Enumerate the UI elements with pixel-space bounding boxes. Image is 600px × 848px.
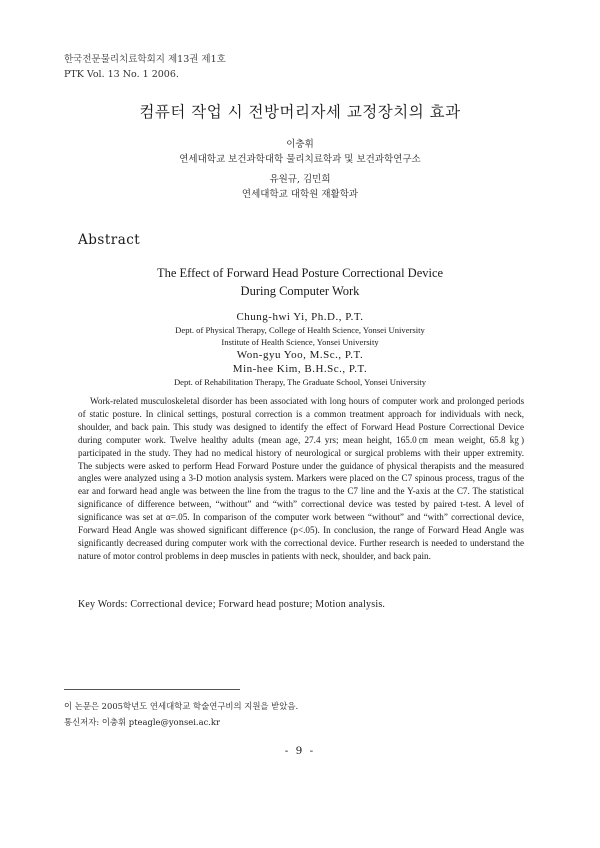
journal-info bbox=[64, 52, 226, 82]
korean-author-block-1 bbox=[0, 137, 600, 167]
abstract-heading: Abstract bbox=[78, 232, 141, 248]
english-authors bbox=[0, 310, 600, 388]
english-title bbox=[0, 264, 600, 300]
english-affiliation-2: Dept. of Rehabilitation Therapy, The Graduate School, Yonsei University bbox=[173, 377, 427, 387]
korean-affiliation-1: 연세대학교 보건과학대학 물리치료학과 및 보건과학연구소 bbox=[179, 154, 421, 165]
key-words: Key Words: Correctional device; Forward head posture; Motion analysis. bbox=[78, 599, 386, 610]
abstract-body: Work-related musculoskeletal disorder has been associated with long hours of computer work and prolonged periods of static posture. In clinical settings, postural correction is a common treatment approach for individuals with neck, shoulder, and back pain. This study was designed to identify the effect of Forward Head Posture Correctional Device during computer work. Twelve healthy adults (mean age, 27.4 yrs; mean height, 165.0㎝ mean weight, 65.8 ㎏) participated in the study. They had no medical history of neurological or surgical problems with their upper extremity. The subjects were asked to perform Head Forward Posture under the guidance of physical therapists and the measured angles were analyzed using a 3-D motion analysis system. Markers were placed on the C7 spinous process, tragus of the ear and forward head angle was between the line from the tragus to the C7 line and the Y-axis at the C7. The statistical significance of difference between, “without” and “with” correctional device was tested by paired t-test. A level of significance was set at α=.05. In comparison of the computer work between “without” and “with” correctional device, Forward Head Angle was showed significant difference (p<.05). In conclusion, the range of Forward Head Angle was significantly decreased during computer work with the correctional device. Further research is needed to understand the nature of motor control problems in deep muscles in patients with neck, shoulder, and back pain. bbox=[78, 396, 524, 561]
korean-title: 컴퓨터 작업 시 전방머리자세 교정장치의 효과 bbox=[139, 103, 461, 121]
english-title-line-2: During Computer Work bbox=[240, 284, 360, 298]
english-author-2: Won-gyu Yoo, M.Sc., P.T. bbox=[236, 349, 364, 361]
journal-name-korean: 한국전문물리치료학회지 제13권 제1호 bbox=[64, 54, 226, 65]
korean-author-2: 유원규, 김민희 bbox=[269, 174, 331, 185]
corresponding-author-note: 통신저자: 이충휘 pteagle@yonsei.ac.kr bbox=[64, 717, 221, 727]
english-author-3: Min-hee Kim, B.H.Sc., P.T. bbox=[232, 363, 368, 375]
journal-volume-info: PTK Vol. 13 No. 1 2006. bbox=[64, 69, 179, 80]
page-number: - 9 - bbox=[284, 745, 316, 757]
english-affiliation-1b: Institute of Health Science, Yonsei University bbox=[221, 337, 379, 347]
footnotes bbox=[64, 698, 298, 730]
english-affiliation-1a: Dept. of Physical Therapy, College of Health Science, Yonsei University bbox=[175, 325, 425, 335]
funding-note: 이 논문은 2005학년도 연세대학교 학술연구비의 지원을 받았음. bbox=[64, 701, 299, 711]
english-title-line-1: The Effect of Forward Head Posture Correctional Device bbox=[156, 266, 444, 280]
korean-author-block-2 bbox=[0, 172, 600, 202]
footnote-divider bbox=[64, 689, 240, 690]
korean-affiliation-2: 연세대학교 대학원 재활학과 bbox=[241, 189, 359, 200]
korean-author-1: 이충휘 bbox=[286, 139, 314, 150]
english-author-1: Chung-hwi Yi, Ph.D., P.T. bbox=[236, 311, 364, 323]
